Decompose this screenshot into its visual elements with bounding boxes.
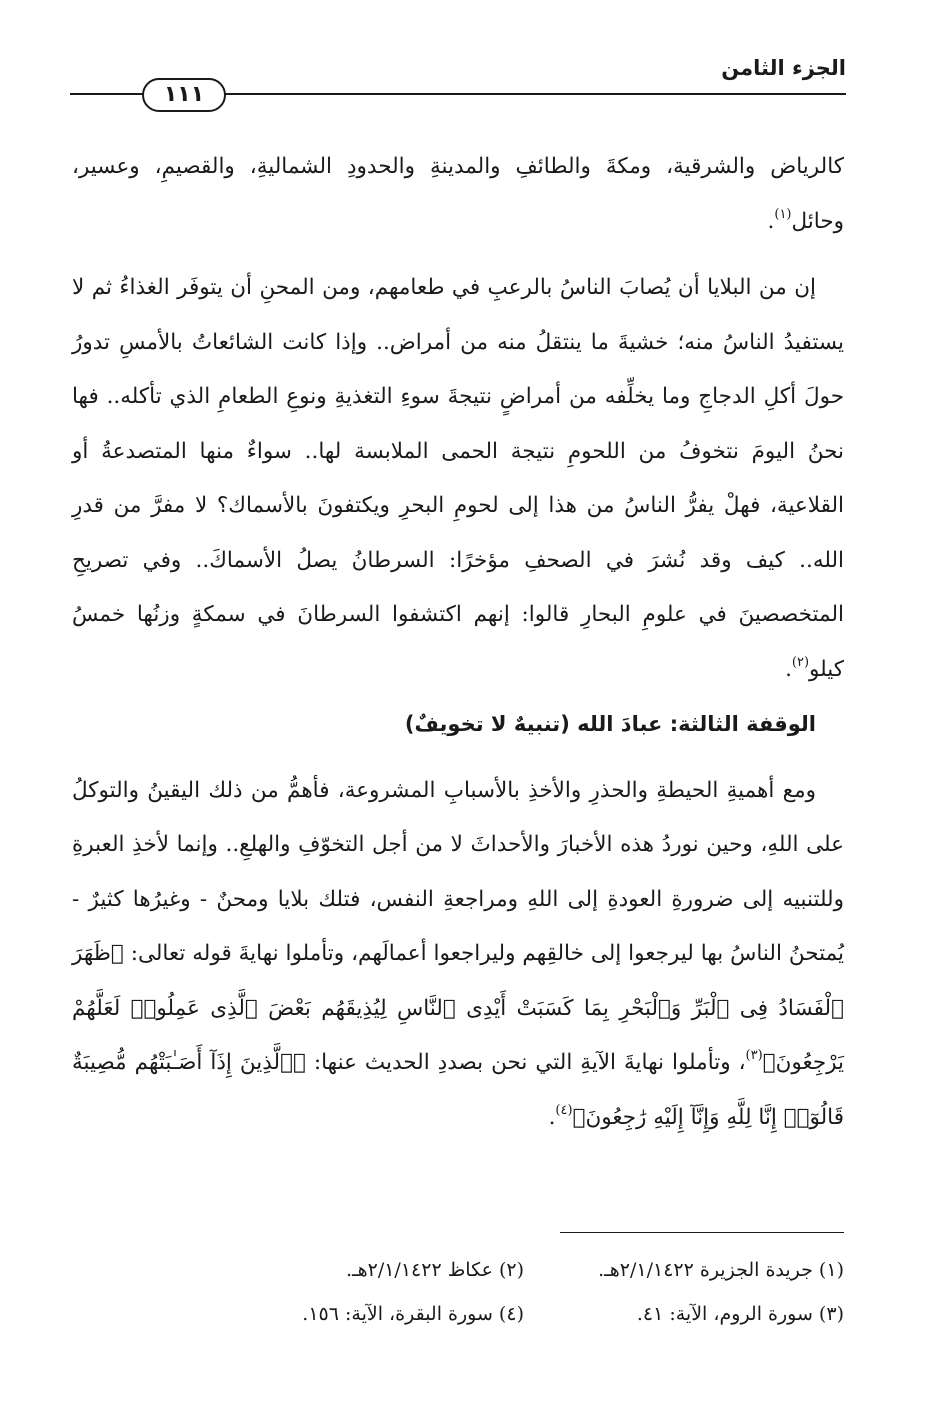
footnote-1: (١) جريدة الجزيرة ٢/١/١٤٢٢هـ. (598, 1259, 844, 1281)
section-heading: الوقفة الثالثة: عبادَ الله (تنبيهٌ لا تخويفٌ) (404, 712, 816, 736)
paragraph-2-end: . (785, 656, 792, 682)
paragraph-gap (72, 249, 844, 261)
footnote-3: (٣) سورة الروم، الآية: ٤١. (636, 1303, 844, 1325)
page-number: ١١١ (142, 78, 226, 112)
running-head: الجزء الثامن (721, 56, 846, 80)
footnote-2: (٢) عكاظ ٢/١/١٤٢٢هـ. (345, 1259, 524, 1281)
footnote-ref-1: (١) (774, 206, 792, 222)
footnote-ref-2: (٢) (791, 654, 810, 670)
paragraph-3-text: ومع أهميةِ الحيطةِ والحذرِ والأخذِ بالأسبابِ المشروعة، فأهمُّ من ذلك اليقينُ والتوكلُ على اللهِ، وحين نوردُ هذه الأخبارَ والأحداثَ لا من أجل التخوّفِ والهلعِ.. وإنما لأخذِ العبرةِ وللتنبيه إلى ضرورةِ العودةِ إلى اللهِ ومراجعةِ النفس، فتلك بلايا ومحنٌ - وغيرُها كثيرٌ - يُمتحنُ الناسُ بها ليرجعوا إلى خالقِهم وليراجعوا أعمالَهم، وتأملوا نهايةَ قوله تعالى: ﴿ظَهَرَ ٱلْفَسَادُ فِى ٱلْبَرِّ وَٱلْبَحْرِ بِمَا كَسَبَتْ أَيْدِى ٱلنَّاسِ لِيُذِيقَهُم بَعْضَ ٱلَّذِى عَمِلُوا۟ لَعَلَّهُمْ يَرْجِعُونَ﴾ (72, 777, 844, 1075)
paragraph-3-end: . (548, 1104, 556, 1130)
footnote-ref-4: (٤) (555, 1102, 573, 1118)
paragraph-1 (72, 140, 844, 249)
footnote-row (150, 1292, 844, 1336)
paragraph-1-text: كالرياض والشرقية، ومكةَ والطائفِ والمدينةِ والحدودِ الشماليةِ، والقصيمِ، وعسير، وحائل (72, 154, 844, 234)
footnote-separator (560, 1232, 844, 1233)
footnote-4: (٤) سورة البقرة، الآية: ١٥٦. (302, 1303, 524, 1325)
paragraph-3-middle: ، وتأملوا نهايةَ الآيةِ التي نحن بصددِ الحديث عنها: ﴿ٱلَّذِينَ إِذَآ أَصَـٰبَتْهُم مُّصِيبَةٌ قَالُوٓا۟ إِنَّا لِلَّهِ وَإِنَّآ إِلَيْهِ رَٰجِعُونَ﴾ (72, 1050, 844, 1130)
footnote-row (150, 1248, 844, 1292)
paragraph-2 (72, 261, 844, 697)
paragraph-3 (72, 764, 844, 1146)
paragraph-gap (72, 752, 844, 764)
main-text (72, 140, 844, 1145)
page-header (70, 50, 846, 120)
paragraph-2-text: إن من البلايا أن يُصابَ الناسُ بالرعبِ في طعامهم، ومن المحنِ أن يتوفَر الغذاءُ ثم لا يستفيدُ الناسُ منه؛ خشيةَ ما ينتقلُ منه من أمراض.. وإذا كانت الشائعاتُ بالأمسِ تدورُ حولَ أكلِ الدجاجِ وما يخلِّفه من أمراضٍ نتيجةَ سوءِ التغذيةِ ونوعِ الطعامِ الذي تأكله.. فها نحنُ اليومَ نتخوفُ من اللحومِ نتيجة الحمى الملابسة لها.. سواءٌ منها المتصدعةُ أو القلاعية، فهلْ يفرُّ الناسُ من هذا إلى لحومِ البحرِ ويكتفونَ بالأسماك؟ لا مفرَّ من قدرِ الله.. كيف وقد نُشرَ في الصحفِ مؤخرًا: السرطانُ يصلُ الأسماكَ.. وفي تصريحِ المتخصصينَ في علومِ البحارِ قالوا: إنهم اكتشفوا السرطانَ في سمكةٍ وزنُها خمسُ كيلو (72, 275, 844, 682)
footnotes (150, 1248, 844, 1336)
footnote-ref-3: (٣) (745, 1048, 763, 1063)
paragraph-1-end: . (767, 208, 775, 234)
